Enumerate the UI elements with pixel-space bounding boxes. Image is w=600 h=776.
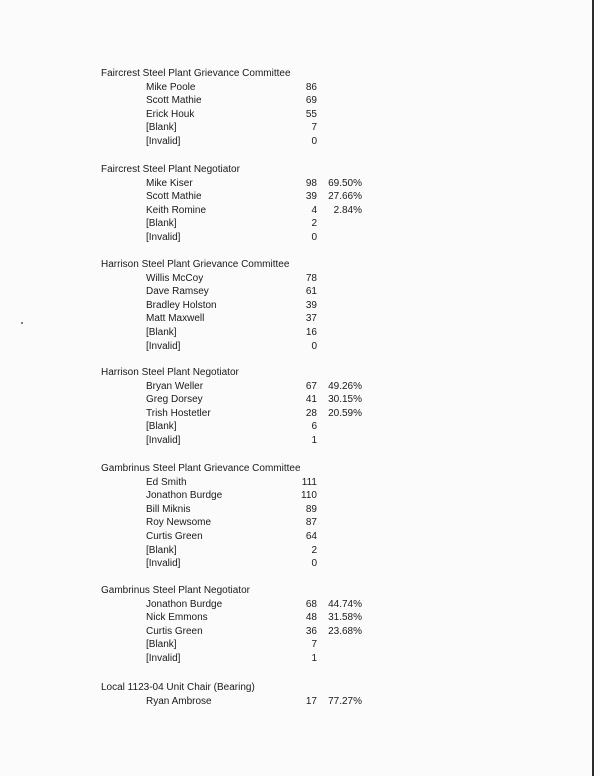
candidate-name: Bryan Weller — [146, 380, 204, 392]
result-row — [101, 285, 521, 299]
candidate-name: Keith Romine — [146, 204, 207, 216]
vote-count: 39 — [305, 191, 317, 203]
candidate-name: [Blank] — [146, 122, 177, 134]
scan-speck — [21, 322, 23, 324]
candidate-name: [Blank] — [146, 421, 177, 433]
result-row — [101, 516, 521, 530]
vote-count: 16 — [305, 326, 317, 338]
result-row — [101, 190, 521, 204]
result-row — [101, 393, 521, 407]
candidate-name: [Invalid] — [146, 135, 181, 147]
vote-count: 48 — [305, 612, 317, 624]
vote-count: 55 — [305, 108, 317, 120]
candidate-name: [Blank] — [146, 544, 177, 556]
vote-count: 68 — [305, 598, 317, 610]
vote-count: 0 — [311, 135, 317, 147]
vote-count: 69 — [305, 95, 317, 107]
result-row — [101, 380, 521, 394]
candidate-name: Ed Smith — [146, 476, 187, 488]
candidate-name: Curtis Green — [146, 625, 203, 637]
section-title: Faircrest Steel Plant Negotiator — [101, 164, 240, 175]
vote-count: 67 — [305, 380, 317, 392]
section-title: Faircrest Steel Plant Grievance Committee — [101, 68, 291, 79]
candidate-name: Willis McCoy — [146, 272, 204, 284]
result-row — [101, 434, 521, 448]
result-row — [101, 407, 521, 421]
vote-count: 2 — [311, 544, 317, 556]
vote-count: 0 — [311, 340, 317, 352]
candidate-name: [Invalid] — [146, 652, 181, 664]
result-row — [101, 652, 521, 666]
result-row — [101, 121, 521, 135]
candidate-name: Erick Houk — [146, 108, 195, 120]
result-row — [101, 625, 521, 639]
result-row — [101, 81, 521, 95]
section-title: Gambrinus Steel Plant Grievance Committee — [101, 463, 301, 474]
vote-count: 1 — [311, 434, 317, 446]
candidate-name: Trish Hostetler — [146, 407, 211, 419]
vote-count: 86 — [305, 81, 317, 93]
result-row — [101, 204, 521, 218]
candidate-name: [Invalid] — [146, 434, 181, 446]
section-gambrinus-negotiator — [101, 584, 521, 666]
result-row — [101, 231, 521, 245]
candidate-name: Dave Ramsey — [146, 286, 209, 298]
result-row — [101, 299, 521, 313]
result-row — [101, 135, 521, 149]
result-row — [101, 217, 521, 231]
vote-percent: 31.58% — [328, 612, 362, 624]
candidate-name: [Invalid] — [146, 231, 181, 243]
vote-percent: 44.74% — [328, 598, 362, 610]
result-row — [101, 326, 521, 340]
vote-percent: 20.59% — [328, 407, 362, 419]
candidate-name: Bill Miknis — [146, 503, 191, 515]
candidate-name: Matt Maxwell — [146, 313, 205, 325]
candidate-name: Mike Poole — [146, 81, 196, 93]
vote-percent: 77.27% — [328, 695, 362, 707]
result-row — [101, 503, 521, 517]
result-row — [101, 489, 521, 503]
candidate-name: Nick Emmons — [146, 612, 208, 624]
vote-count: 1 — [311, 652, 317, 664]
result-row — [101, 420, 521, 434]
result-row — [101, 94, 521, 108]
candidate-name: Scott Mathie — [146, 191, 202, 203]
vote-percent: 2.84% — [333, 204, 362, 216]
candidate-name: Scott Mathie — [146, 95, 202, 107]
section-faircrest-negotiator — [101, 163, 521, 245]
result-row — [101, 340, 521, 354]
vote-count: 41 — [305, 394, 317, 406]
vote-count: 37 — [305, 313, 317, 325]
candidate-name: [Invalid] — [146, 558, 181, 570]
vote-count: 61 — [305, 286, 317, 298]
candidate-name: [Blank] — [146, 218, 177, 230]
candidate-name: Curtis Green — [146, 530, 203, 542]
vote-count: 7 — [311, 122, 317, 134]
section-gambrinus-grievance — [101, 462, 521, 571]
candidate-name: Mike Kiser — [146, 177, 193, 189]
vote-count: 28 — [305, 407, 317, 419]
candidate-name: [Blank] — [146, 639, 177, 651]
vote-percent: 27.66% — [328, 191, 362, 203]
result-row — [101, 530, 521, 544]
section-title: Harrison Steel Plant Negotiator — [101, 367, 239, 378]
section-title: Gambrinus Steel Plant Negotiator — [101, 585, 250, 596]
vote-count: 98 — [305, 177, 317, 189]
result-row — [101, 611, 521, 625]
section-local-unit-chair — [101, 681, 521, 708]
vote-count: 111 — [301, 476, 317, 488]
candidate-name: Jonathon Burdge — [146, 490, 223, 502]
vote-count: 0 — [311, 231, 317, 243]
result-row — [101, 638, 521, 652]
vote-count: 87 — [305, 517, 317, 529]
candidate-name: Roy Newsome — [146, 517, 212, 529]
vote-count: 64 — [305, 530, 317, 542]
candidate-name: Greg Dorsey — [146, 394, 203, 406]
vote-count: 4 — [311, 204, 317, 216]
result-row — [101, 476, 521, 490]
result-row — [101, 312, 521, 326]
vote-count: 2 — [311, 218, 317, 230]
vote-count: 89 — [305, 503, 317, 515]
result-row — [101, 598, 521, 612]
candidate-name: Bradley Holston — [146, 299, 217, 311]
candidate-name: Ryan Ambrose — [146, 695, 212, 707]
vote-percent: 69.50% — [328, 177, 362, 189]
vote-count: 36 — [305, 625, 317, 637]
section-title: Local 1123-04 Unit Chair (Bearing) — [101, 682, 255, 693]
result-row — [101, 177, 521, 191]
result-row — [101, 695, 521, 709]
vote-count: 17 — [305, 695, 317, 707]
result-row — [101, 557, 521, 571]
vote-percent: 23.68% — [328, 625, 362, 637]
result-row — [101, 544, 521, 558]
vote-count: 6 — [311, 421, 317, 433]
vote-count: 7 — [311, 639, 317, 651]
section-title: Harrison Steel Plant Grievance Committee — [101, 259, 290, 270]
vote-percent: 30.15% — [328, 394, 362, 406]
candidate-name: [Invalid] — [146, 340, 181, 352]
vote-count: 78 — [305, 272, 317, 284]
vote-count: 110 — [301, 490, 317, 502]
section-harrison-grievance — [101, 258, 521, 353]
result-row — [101, 108, 521, 122]
section-harrison-negotiator — [101, 366, 521, 448]
vote-percent: 49.26% — [328, 380, 362, 392]
candidate-name: [Blank] — [146, 326, 177, 338]
vote-count: 0 — [311, 558, 317, 570]
vote-count: 39 — [305, 299, 317, 311]
section-faircrest-grievance — [101, 67, 521, 149]
page-edge-line — [592, 0, 594, 776]
result-row — [101, 272, 521, 286]
candidate-name: Jonathon Burdge — [146, 598, 223, 610]
